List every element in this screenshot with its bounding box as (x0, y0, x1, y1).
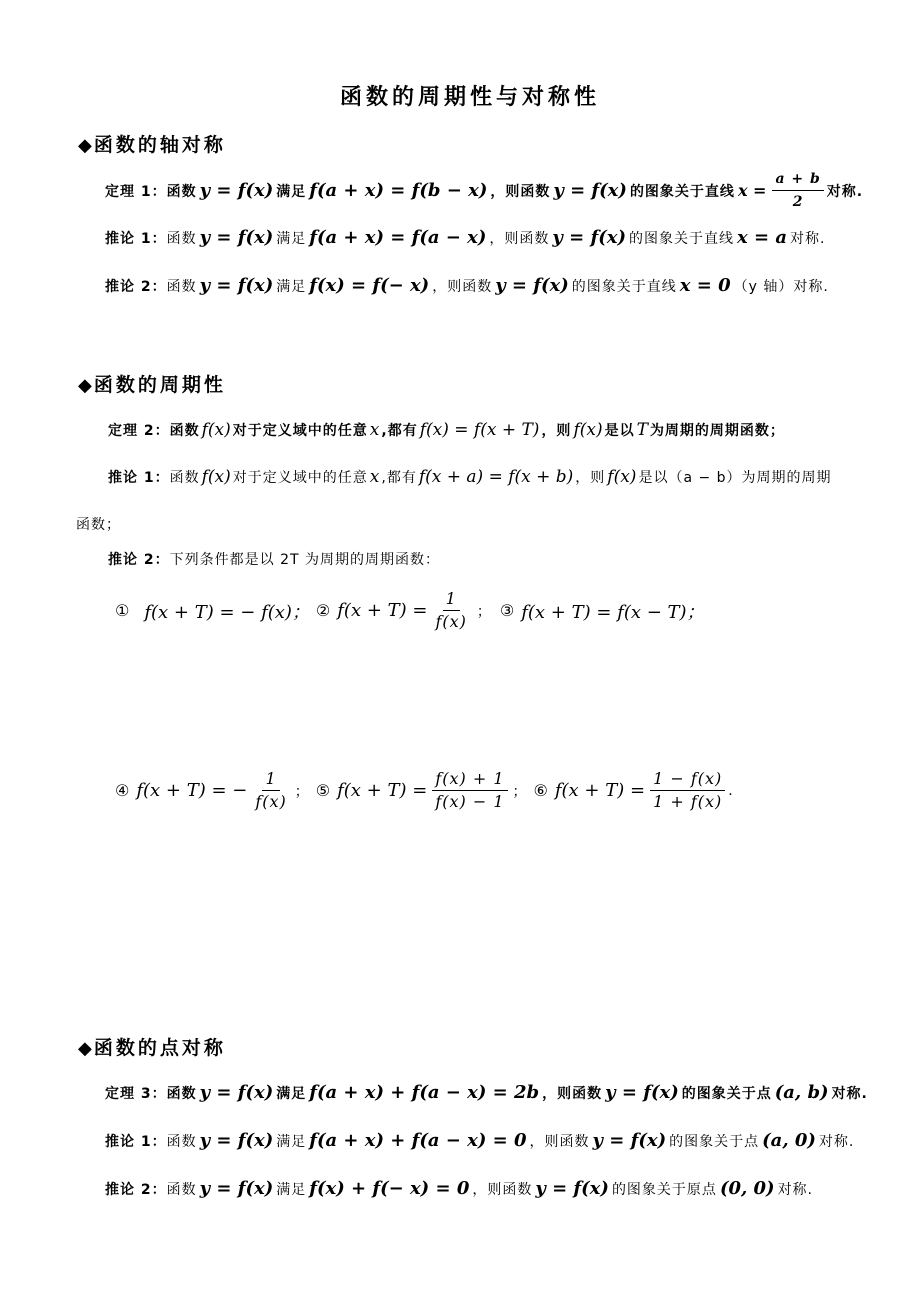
math: f(x + a) = f(x + b) (418, 467, 574, 487)
math: (a, 0) (762, 1130, 816, 1151)
math: x = 0 (679, 275, 731, 296)
diamond-bullet-icon: ◆ (78, 135, 92, 156)
math: f(x) (201, 420, 231, 440)
math: y = f(x) (535, 1178, 609, 1199)
text: 对称. (790, 230, 826, 247)
text: 满足 (276, 1133, 307, 1150)
theorem-label: 定理 2： (108, 423, 170, 439)
diamond-bullet-icon: ◆ (78, 1038, 92, 1059)
math: y = f(x) (495, 275, 569, 296)
corollary-1-period (108, 467, 832, 487)
text: 对称. (831, 1085, 868, 1102)
math: f(x + T) = − (136, 780, 248, 801)
theorem-3 (105, 1082, 868, 1103)
corollary-label: 推论 2： (108, 552, 170, 568)
math: y = f(x) (199, 1082, 274, 1103)
fraction (650, 770, 725, 811)
math: f(x) (607, 467, 637, 487)
text: 函数 (166, 230, 197, 247)
math: f(x + T) = (554, 780, 646, 801)
period-conditions-row-2 (115, 770, 734, 811)
text: 的图象关于原点 (611, 1181, 717, 1198)
math: f(x + T) = (337, 600, 428, 621)
circled-number: ③ (499, 601, 516, 620)
fraction (252, 770, 289, 811)
text: （y 轴）对称. (733, 278, 829, 295)
text: 满足 (276, 278, 307, 295)
circled-number: ② (315, 601, 332, 620)
math: f(x) (201, 467, 231, 487)
text: ,都有 (381, 470, 417, 486)
fraction (432, 590, 469, 631)
math: y = f(x) (199, 1130, 274, 1151)
text: ，则函数 (489, 230, 550, 247)
math: f(a + x) + f(a − x) = 0 (309, 1130, 527, 1151)
text: ，则函数 (490, 183, 551, 200)
text: 函数 (166, 1133, 197, 1150)
section-heading-text: 函数的点对称 (93, 1037, 226, 1059)
theorem-label: 定理 3： (105, 1085, 167, 1102)
corollary-2-axis (105, 275, 829, 296)
math: (a, b) (774, 1082, 829, 1103)
text: 的图象关于直线 (629, 230, 734, 247)
math: y = f(x) (553, 180, 627, 201)
theorem-2 (108, 420, 785, 440)
math: f(a + x) = f(b − x) (309, 180, 488, 201)
corollary-label: 推论 1： (105, 1133, 167, 1150)
corollary-1-period-continued (76, 514, 121, 534)
text: ,都有 (381, 423, 418, 439)
section-heading-text: 函数的轴对称 (93, 134, 226, 156)
theorem-label: 定理 1： (105, 183, 167, 200)
text: 的图象关于直线 (571, 278, 677, 295)
math: y = f(x) (605, 1082, 679, 1103)
text: 对于定义域中的任意 (232, 470, 368, 486)
fraction (432, 770, 507, 811)
text: 为周期的周期函数； (649, 423, 785, 439)
page-title: 函数的周期性与对称性 (340, 85, 601, 110)
math: T (636, 420, 648, 440)
text: 是以（a − b）为周期的周期 (638, 470, 832, 486)
math: x (369, 467, 380, 487)
corollary-2-period (108, 549, 440, 569)
text: 是以 (604, 423, 635, 439)
math: f(a + x) + f(a − x) = 2b (309, 1082, 540, 1103)
math: y = f(x) (592, 1130, 667, 1151)
text: 对称. (777, 1181, 814, 1198)
fraction (772, 170, 823, 211)
text: 满足 (276, 183, 307, 200)
math: x = a (737, 227, 788, 248)
corollary-label: 推论 2： (105, 1181, 167, 1198)
math: f(x + T) = (337, 780, 428, 801)
corollary-label: 推论 1： (108, 470, 170, 486)
math: f(x + T) = − f(x)； (144, 601, 310, 623)
fraction-denominator: f(x) (435, 612, 467, 631)
math: f(a + x) = f(a − x) (309, 227, 487, 248)
corollary-2-point (105, 1178, 813, 1199)
text: 函数 (169, 470, 200, 486)
fraction-denominator: f(x) (255, 792, 287, 811)
math: f(x) (573, 420, 603, 440)
text: ，则 (575, 470, 606, 486)
text: 函数； (76, 517, 121, 533)
corollary-1-point (105, 1130, 854, 1151)
math: y = f(x) (199, 275, 274, 296)
section-heading-periodicity (78, 370, 226, 397)
fraction-numerator: a + b (772, 170, 823, 191)
circled-number: ⑤ (315, 781, 332, 800)
corollary-label: 推论 1： (105, 230, 167, 247)
math: f(x) = f(− x) (309, 275, 430, 296)
math: y = f(x) (199, 1178, 274, 1199)
text: 的图象关于直线 (629, 183, 735, 200)
text: ，则 (541, 423, 572, 439)
circled-number: ⑥ (533, 781, 549, 800)
text: 函数 (166, 278, 197, 295)
math: y = f(x) (199, 180, 274, 201)
text: ，则函数 (542, 1085, 603, 1102)
math: y = f(x) (552, 227, 626, 248)
fraction-numerator: 1 − f(x) (650, 770, 725, 791)
theorem-1 (105, 170, 863, 211)
math: x = (737, 181, 767, 200)
text: 对称. (826, 183, 864, 200)
separator: ； (294, 783, 310, 800)
section-heading-point-symmetry (78, 1033, 226, 1060)
separator: ； (476, 603, 492, 620)
text: 满足 (276, 1085, 307, 1102)
fraction-numerator: 1 (262, 770, 279, 791)
period-conditions-row-1 (115, 590, 707, 631)
period-mark: . (728, 782, 734, 799)
text: 满足 (276, 230, 307, 247)
separator: ； (512, 783, 528, 800)
text: ，则函数 (472, 1181, 533, 1198)
text: 的图象关于点 (669, 1133, 760, 1150)
text: 函数 (166, 1181, 197, 1198)
text: 满足 (276, 1181, 307, 1198)
fraction-numerator: 1 (443, 590, 460, 611)
text: 的图象关于点 (681, 1085, 772, 1102)
math: x (369, 420, 380, 440)
text: 函数 (166, 183, 197, 200)
text: 下列条件都是以 2T 为周期的周期函数： (169, 552, 440, 568)
fraction-denominator: 2 (792, 194, 804, 210)
math: f(x + T) = f(x − T)； (521, 601, 705, 623)
circled-number: ① (115, 601, 131, 620)
math: y = f(x) (199, 227, 274, 248)
diamond-bullet-icon: ◆ (78, 375, 92, 396)
section-heading-text: 函数的周期性 (93, 374, 226, 396)
math: (0, 0) (719, 1178, 775, 1199)
text: 函数 (169, 423, 200, 439)
fraction-numerator: f(x) + 1 (432, 770, 507, 791)
fraction-denominator: 1 + f(x) (653, 792, 723, 811)
text: 对于定义域中的任意 (232, 423, 368, 439)
corollary-1-axis (105, 227, 825, 248)
section-heading-axis-symmetry (78, 130, 226, 157)
text: ，则函数 (529, 1133, 590, 1150)
math: f(x) + f(− x) = 0 (309, 1178, 470, 1199)
math: f(x) = f(x + T) (419, 420, 540, 440)
fraction-denominator: f(x) − 1 (435, 792, 505, 811)
corollary-label: 推论 2： (105, 278, 167, 295)
text: ，则函数 (432, 278, 493, 295)
circled-number: ④ (115, 781, 131, 800)
text: 函数 (166, 1085, 197, 1102)
text: 对称. (818, 1133, 855, 1150)
